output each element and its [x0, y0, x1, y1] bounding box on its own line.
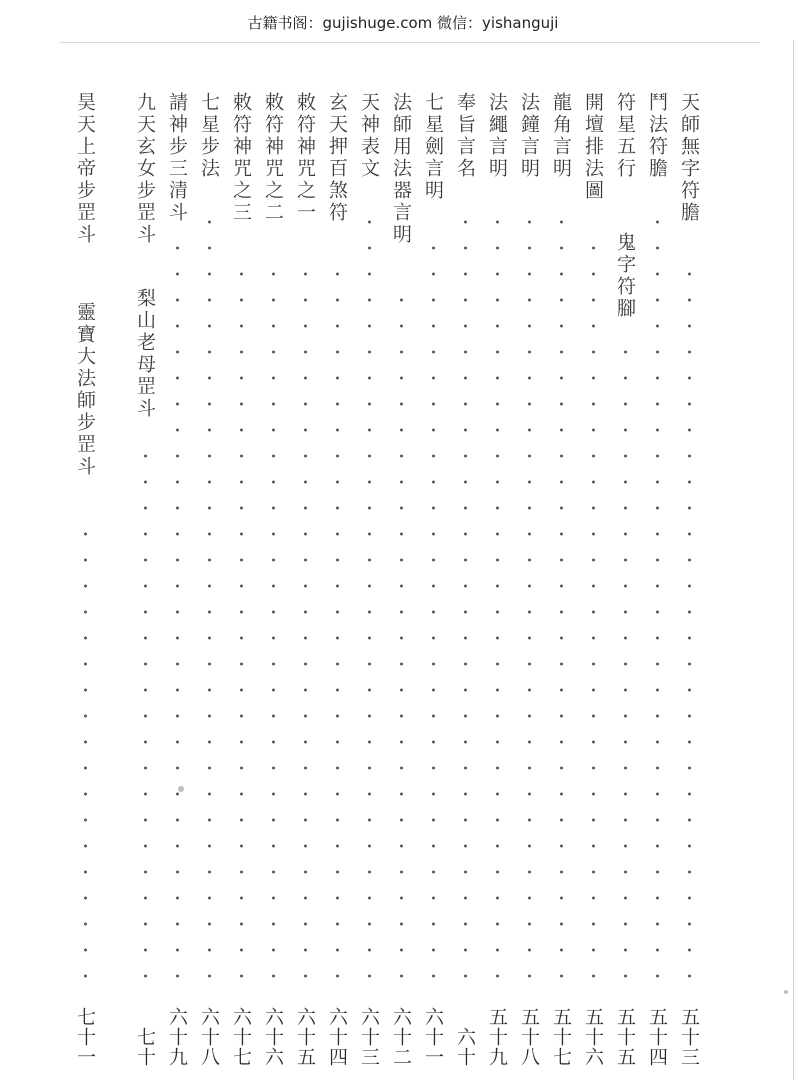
toc-entry: [228, 92, 254, 1067]
toc-entry: [612, 92, 638, 1067]
dot-leader: [400, 288, 403, 989]
toc-entry: [260, 92, 286, 1067]
page-number: 六十二: [390, 1007, 412, 1067]
page-edge-top: [60, 42, 760, 43]
page-number: 六十八: [198, 1007, 220, 1067]
dot-leader: [336, 260, 339, 989]
dot-leader: [176, 232, 179, 989]
page-number: 五十三: [678, 1007, 700, 1067]
toc-entry: [324, 92, 350, 1067]
dot-leader: [656, 208, 659, 989]
entry-title: 鬥法符膽: [646, 92, 668, 180]
page-edge-right: [793, 40, 794, 1080]
toc-entry: [132, 92, 158, 1067]
dot-leader: [84, 522, 87, 989]
page-number: 六十五: [294, 1007, 316, 1067]
page-number: 五十七: [550, 1007, 572, 1067]
page-number: 六十七: [230, 1007, 252, 1067]
table-of-contents: [60, 92, 700, 1067]
toc-entry: [580, 92, 606, 1067]
toc-entry: [516, 92, 542, 1067]
dot-leader: [272, 260, 275, 989]
dot-leader: [144, 452, 147, 989]
dot-leader: [432, 232, 435, 989]
entry-title: 請神步三清斗: [166, 92, 188, 224]
toc-entry: [164, 92, 190, 1067]
dot-leader: [240, 260, 243, 989]
entry-title: 法繩言明: [486, 92, 508, 180]
paper-speck: [178, 786, 184, 792]
toc-entry: [388, 92, 414, 1067]
page-number: 六十一: [422, 1007, 444, 1067]
entry-subtitle: 鬼字符腳: [614, 232, 636, 320]
page-number: 五十八: [518, 1007, 540, 1067]
paper-speck: [784, 990, 788, 994]
page-number: 六十四: [326, 1007, 348, 1067]
entry-title: 玄天押百煞符: [326, 92, 348, 224]
toc-entry: [196, 92, 222, 1067]
entry-title: 敕符神咒之一: [294, 92, 316, 224]
dot-leader: [368, 204, 371, 989]
page-number: 五十九: [486, 1007, 508, 1067]
entry-subtitle: 靈寶大法師步罡斗: [74, 302, 96, 478]
dot-leader: [208, 204, 211, 989]
page-number: 六十六: [262, 1007, 284, 1067]
toc-entry: [644, 92, 670, 1067]
dot-leader: [688, 252, 691, 989]
toc-entry: [452, 92, 478, 1067]
entry-title: 七星步法: [198, 92, 220, 180]
page-number: 五十四: [646, 1007, 668, 1067]
page-number: 六十九: [166, 1007, 188, 1067]
watermark-header: 古籍书阁：gujishuge.com 微信：yishanguji: [247, 14, 559, 32]
page-number: 五十五: [614, 1007, 636, 1067]
page-number: 七十: [134, 1027, 156, 1067]
toc-entry: [484, 92, 510, 1067]
toc-entry: [72, 92, 98, 1067]
dot-leader: [496, 204, 499, 989]
entry-title: 符星五行: [614, 92, 636, 180]
toc-entry: [548, 92, 574, 1067]
dot-leader: [624, 332, 627, 989]
entry-title: 天神表文: [358, 92, 380, 180]
page-number: 六十: [454, 1027, 476, 1067]
entry-title: 九天玄女步罡斗: [134, 92, 156, 246]
entry-title: 開壇排法圖: [582, 92, 604, 202]
dot-leader: [464, 204, 467, 989]
toc-entry: [676, 92, 702, 1067]
entry-title: 天師無字符膽: [678, 92, 700, 224]
entry-title: 法師用法器言明: [390, 92, 412, 246]
entry-subtitle: 梨山老母罡斗: [134, 288, 156, 420]
page-number: 五十六: [582, 1007, 604, 1067]
entry-title: 敕符神咒之二: [262, 92, 284, 224]
entry-title: 昊天上帝步罡斗: [74, 92, 96, 246]
toc-entry: [356, 92, 382, 1067]
entry-title: 龍角言明: [550, 92, 572, 180]
dot-leader: [560, 204, 563, 989]
dot-leader: [592, 232, 595, 989]
dot-leader: [304, 260, 307, 989]
toc-entry: [420, 92, 446, 1067]
page-number: 七十一: [74, 1007, 96, 1067]
entry-title: 奉旨言名: [454, 92, 476, 180]
entry-title: 法鐘言明: [518, 92, 540, 180]
dot-leader: [528, 204, 531, 989]
entry-title: 敕符神咒之三: [230, 92, 252, 224]
entry-title: 七星劍言明: [422, 92, 444, 202]
toc-entry: [292, 92, 318, 1067]
page-number: 六十三: [358, 1007, 380, 1067]
